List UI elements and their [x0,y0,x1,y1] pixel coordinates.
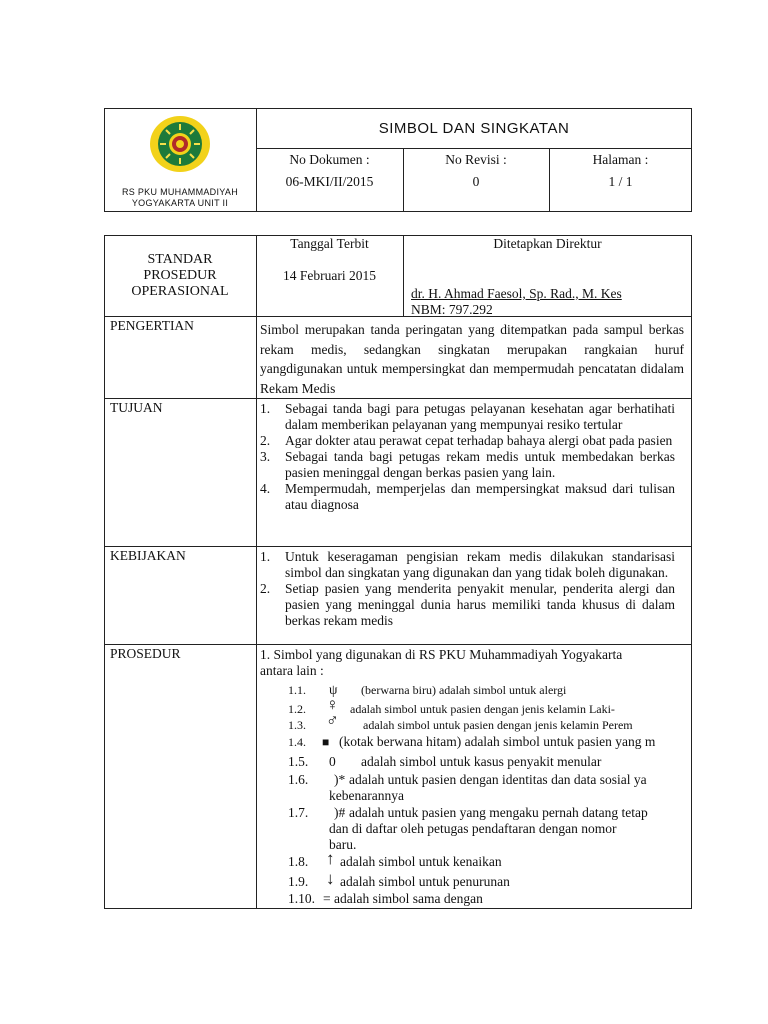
row-divider-3 [104,546,692,547]
symbol-item-1-6-text: adalah untuk pasien dengan identitas dan data sosial ya [349,772,647,787]
symbol-item-1-4-num: 1.4. [288,735,306,749]
doc-number-label: No Dokumen : [289,152,370,167]
equals-symbol: = [323,891,331,906]
pengertian-label: PENGERTIAN [110,318,194,333]
symbol-item-1-6-num: 1.6. [288,772,309,787]
approved-by-label: Ditetapkan Direktur [493,236,602,251]
symbol-item-1-7-cont2: baru. [329,837,357,852]
doc-number-value: 06-MKI/II/2015 [285,174,374,189]
issued-date-value: 14 Februari 2015 [283,268,376,283]
symbol-item-1-3-text: adalah simbol untuk pasien dengan jenis kelamin Perem [363,718,633,732]
symbol-item-1-8-num: 1.8. [288,854,309,869]
sop-label-line2: PROSEDUR [143,268,217,283]
sop-label-line3: OPERASIONAL [131,284,229,299]
page-label: Halaman : [592,152,649,167]
symbol-item-1-5-text: adalah simbol untuk kasus penyakit menular [361,754,602,769]
tujuan-label: TUJUAN [110,400,163,415]
director-name: dr. H. Ahmad Faesol, Sp. Rad., M. Kes [411,286,622,301]
symbol-item-1-2-text: adalah simbol untuk pasien dengan jenis kelamin Laki- [350,702,615,716]
black-square-icon: ■ [322,735,330,749]
paren-asterisk-symbol: )* [334,772,346,787]
arrow-down-icon: ↓ [326,869,335,888]
symbol-item-1-6-cont: kebenarannya [329,788,404,803]
prosedur-symbols [256,676,692,908]
paren-hash-symbol: )# [334,805,346,820]
symbol-item-1-2-num: 1.2. [288,702,306,716]
director-nbm: NBM: 797.292 [411,302,493,317]
prosedur-intro-line2: antara lain : [260,663,324,678]
prosedur-label: PROSEDUR [110,646,181,661]
row-divider-2 [104,398,692,399]
hospital-name-line2: YOGYAKARTA UNIT II [131,198,229,208]
hospital-name [104,187,256,209]
kebijakan-label: KEBIJAKAN [110,548,186,563]
document-title: SIMBOL DAN SINGKATAN [378,120,570,137]
kebijakan-item-1: 1. Untuk keseragaman pengisian rekam medis dilakukan standarisasi simbol dan singkatan yang digunakan dan yang tidak boleh digunakan. [260,549,675,580]
tujuan-item-2: 2. Agar dokter atau perawat cepat terhadap bahaya alergi obat pada pasien [260,433,673,448]
arrow-up-icon: ↑ [326,849,335,868]
issued-date-label: Tanggal Terbit [290,236,369,251]
symbol-item-1-4-text: (kotak berwana hitam) adalah simbol untuk pasien yang m [339,734,656,749]
psi-icon: ψ [329,682,338,697]
symbol-item-1-8-text: adalah simbol untuk kenaikan [340,854,502,869]
prosedur-intro-line1: 1. Simbol yang digunakan di RS PKU Muhammadiyah Yogyakarta [260,647,623,662]
revision-value: 0 [472,174,480,189]
symbol-item-1-3-num: 1.3. [288,718,306,732]
zero-symbol: 0 [329,754,336,769]
symbol-item-1-7-num: 1.7. [288,805,309,820]
muhammadiyah-sun-logo [140,110,220,180]
tujuan-item-4: 4. Mempermudah, memperjelas dan mempersingkat maksud dari tulisan atau diagnosa [260,481,675,512]
tujuan-item-3: 3. Sebagai tanda bagi petugas rekam medis untuk membedakan berkas pasien meninggal dengan berkas pasien yang lain. [260,449,675,480]
female-symbol-icon: ♀ [326,695,339,714]
symbol-item-1-9-num: 1.9. [288,874,309,889]
kebijakan-item-2: 2. Setiap pasien yang menderita penyakit menular, penderita alergi dan pasien yang meninggal dunia harus memiliki tanda khusus di dalam berkas rekam medis [260,581,675,628]
row-divider-4 [104,644,692,645]
male-symbol-icon: ♂ [326,711,339,730]
page-value: 1 / 1 [608,174,633,189]
hospital-name-line1: RS PKU MUHAMMADIYAH [121,187,239,197]
revision-label: No Revisi : [445,152,507,167]
symbol-item-1-1-text: (berwarna biru) adalah simbol untuk alergi [361,683,567,697]
sop-label-line1: STANDAR [147,252,213,267]
kebijakan-list [260,549,675,629]
symbol-item-1-1-num: 1.1. [288,683,306,697]
symbol-item-1-10-num: 1.10. [288,891,315,906]
symbol-item-1-7-cont: dan di daftar oleh petugas pendaftaran dengan nomor [329,821,617,836]
symbol-item-1-9-text: adalah simbol untuk penurunan [340,874,510,889]
header-title-divider [256,148,692,149]
sop-label [104,252,256,300]
symbol-item-1-10-text: adalah simbol sama dengan [334,891,483,906]
symbol-item-1-7-text: adalah untuk pasien yang mengaku pernah datang tetap [349,805,648,820]
symbol-item-1-5-num: 1.5. [288,754,309,769]
pengertian-text: Simbol merupakan tanda peringatan yang ditempatkan pada sampul berkas rekam medis, sedangkan singkatan merupakan rangkaian huruf yangdigunakan untuk mempersingkat dan mempermudah pencatatan didalam Rekam Medis [260,322,684,396]
row-divider-1 [104,316,692,317]
tujuan-item-1: 1. Sebagai tanda bagi para petugas pelayanan kesehatan agar berhatihati dalam memberikan pelayanan yang mempunyai resiko tertular [260,401,675,432]
tujuan-list [260,401,675,513]
